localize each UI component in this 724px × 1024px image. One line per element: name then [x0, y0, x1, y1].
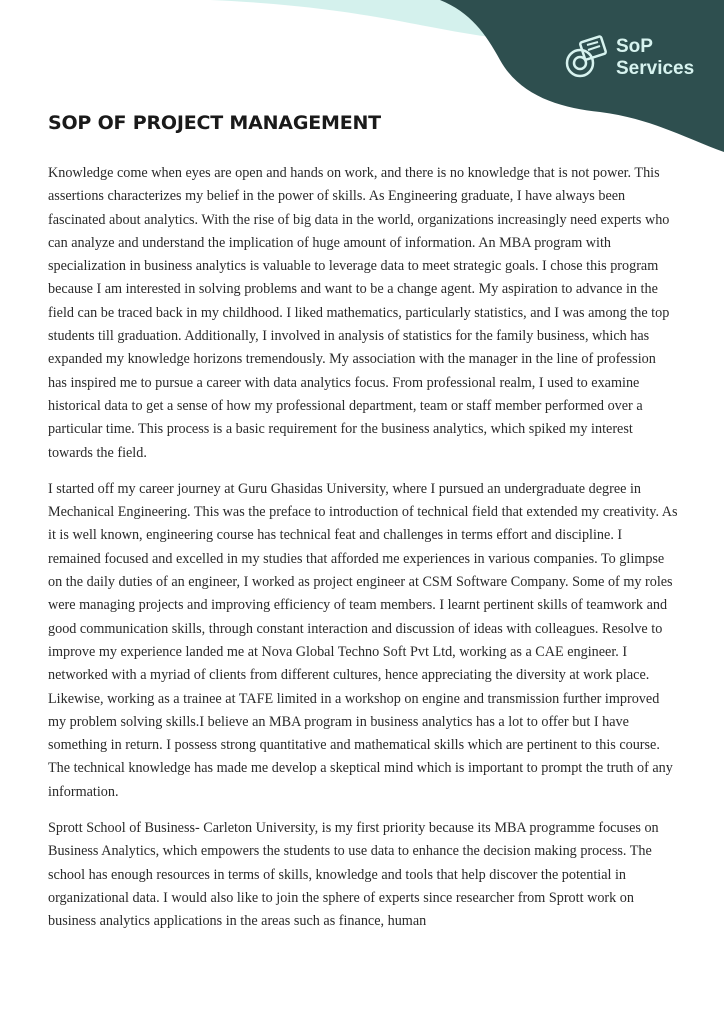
paragraph-1: Knowledge come when eyes are open and hands on work, and there is no knowledge that is not power. This assertions characterizes my belief in the power of skills. As Engineering graduate, I have always been fascinated about analytics. With the rise of big data in the world, organizations increasingly need experts who can analyze and understand the implication of huge amount of information. An MBA program with specialization in business analytics is valuable to leverage data to meet strategic goals. I chose this program because I am interested in solving problems and want to be a change agent. My aspiration to advance in the field can be traced back in my childhood. I liked mathematics, particularly statistics, and I was among the top students till graduation. Additionally, I involved in analysis of statistics for the family business, which has expanded my knowledge horizons tremendously. My association with the manager in the line of profession has inspired me to pursue a career with data analytics focus. From professional realm, I used to examine historical data to get a sense of how my professional department, team or staff member performed over a particular time. This process is a basic requirement for the business analytics, which spiked my interest towards the field. [48, 165, 670, 461]
brand-name [616, 36, 694, 80]
brand-logo[interactable] [560, 28, 710, 88]
paragraph-2: I started off my career journey at Guru Ghasidas University, where I pursued an undergraduate degree in Mechanical Engineering. This was the preface to introduction of technical field that extended my creativity. As it is well known, engineering course has technical feat and challenges in terms effort and discipline. I remained focused and excelled in my studies that afforded me experiences in various companies. To glimpse on the daily duties of an engineer, I worked as project engineer at CSM Software Company. Some of my roles were managing projects and improving efficiency of team members. I learnt pertinent skills of teamwork and good communication skills, through constant interaction and discussion of ideas with colleagues. Resolve to improve my experience landed me at Nova Global Techno Soft Pvt Ltd, working as a CAE engineer. I networked with a myriad of clients from different cultures, hence appreciating the diversity at work place. Likewise, working as a trainee at TAFE limited in a workshop on engine and transmission further improved my problem solving skills.I believe an MBA program in business analytics has a lot to offer but I have something in return. I possess strong quantitative and mathematical skills which are pertinent to this course. The technical knowledge has made me develop a skeptical mind which is important to prompt the truth of any information. [48, 480, 678, 800]
paragraph-3: Sprott School of Business- Carleton University, is my first priority because its MBA programme focuses on Business Analytics, which empowers the students to use data to enhance the decision making process. The school has enough resources in terms of skills, knowledge and tools that help discover the potential in organizational data. I would also like to join the sphere of experts since researcher from Sprott work on business analytics applications in the areas such as finance, human [48, 820, 659, 930]
brand-name-line1: SoP [616, 36, 653, 57]
document-body [48, 162, 678, 947]
chat-bubble-icon [560, 33, 612, 83]
page-title: SOP OF PROJECT MANAGEMENT [48, 112, 381, 134]
brand-name-line2: Services [616, 58, 695, 79]
